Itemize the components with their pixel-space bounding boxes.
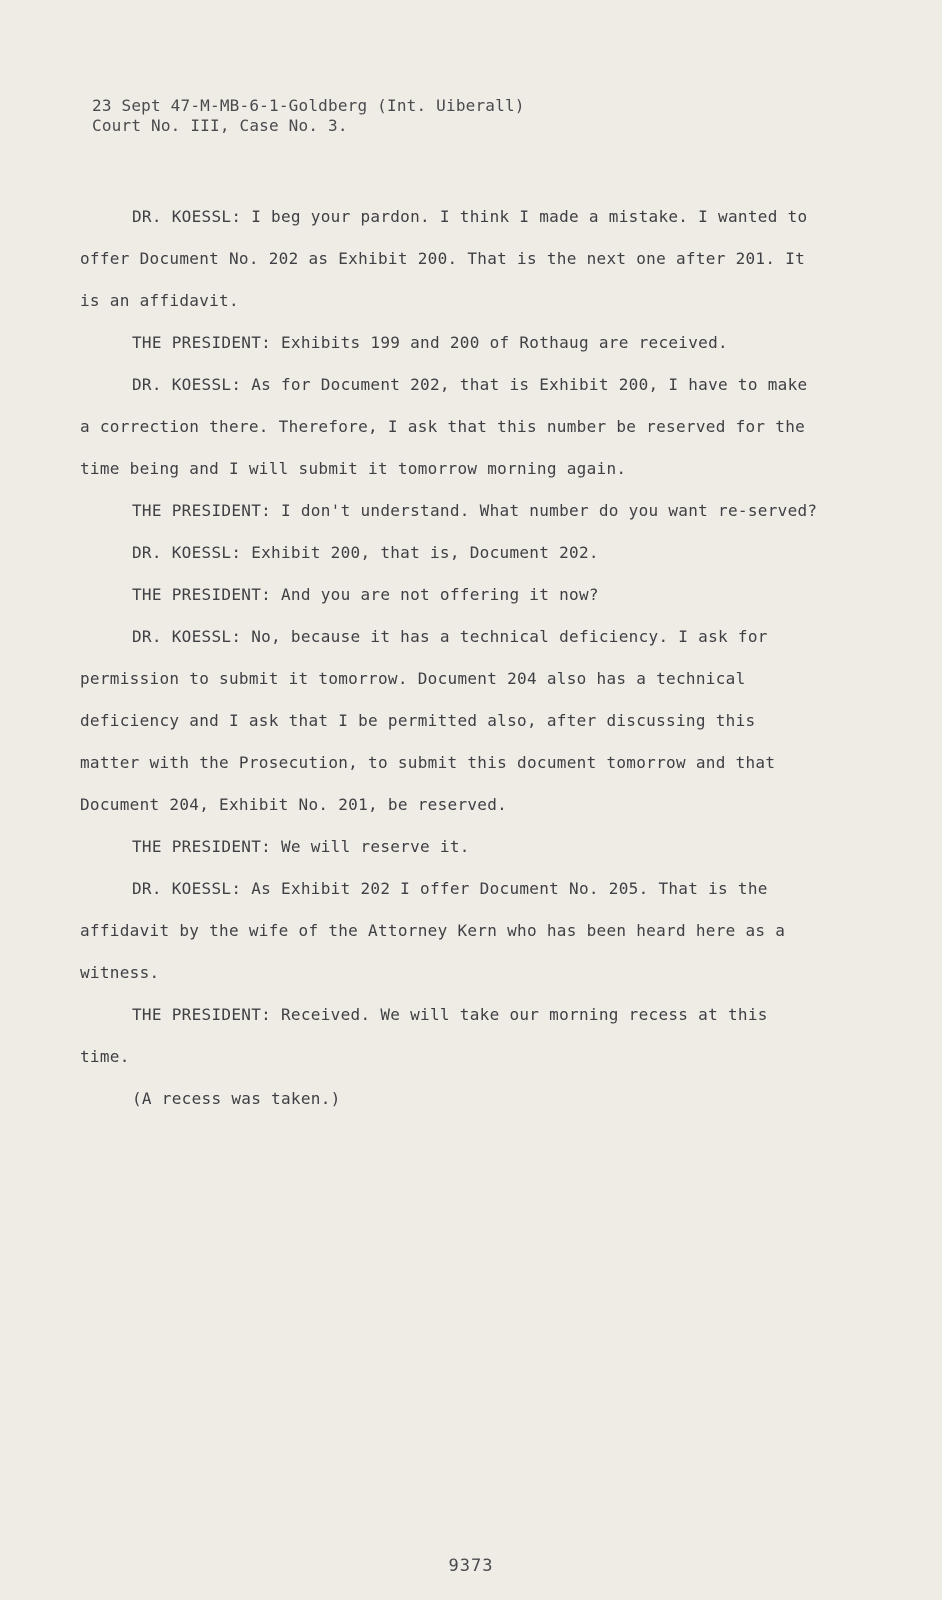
paragraph-1: DR. KOESSL: I beg your pardon. I think I made a mistake. I wanted to offer Document No. 202 as Exhibit 200. That is the next one after 201. It is an affidavit. [80,207,808,310]
header-line-2: Court No. III, Case No. 3. [92,116,348,135]
paragraph-6: THE PRESIDENT: And you are not offering it now? [132,585,599,604]
paragraph-11: (A recess was taken.) [132,1089,341,1108]
paragraph-7: DR. KOESSL: No, because it has a technical deficiency. I ask for permission to submit it tomorrow. Document 204 also has a technical deficiency and I ask that I be permitted also, after discussing this matter with the Prosecution, to submit this document tomorrow and that Document 204, Exhibit No. 201, be reserved. [80,627,776,814]
paragraph-9: DR. KOESSL: As Exhibit 202 I offer Document No. 205. That is the affidavit by the wife of the Attorney Kern who has been heard here as a witness. [80,879,786,982]
paragraph-4: THE PRESIDENT: I don't understand. What number do you want re-served? [132,501,818,520]
paragraph-2: THE PRESIDENT: Exhibits 199 and 200 of Rothaug are received. [132,333,728,352]
transcript-body [80,196,820,1120]
document-header [92,96,525,136]
header-line-1: 23 Sept 47-M-MB-6-1-Goldberg (Int. Uiberall) [92,96,525,115]
paragraph-8: THE PRESIDENT: We will reserve it. [132,837,470,856]
page-number: 9373 [448,1556,494,1576]
paragraph-5: DR. KOESSL: Exhibit 200, that is, Document 202. [132,543,599,562]
paragraph-10: THE PRESIDENT: Received. We will take our morning recess at this time. [80,1005,768,1066]
paragraph-3: DR. KOESSL: As for Document 202, that is Exhibit 200, I have to make a correction there. Therefore, I ask that this number be reserved for the time being and I will submit it tomorrow morning again. [80,375,808,478]
